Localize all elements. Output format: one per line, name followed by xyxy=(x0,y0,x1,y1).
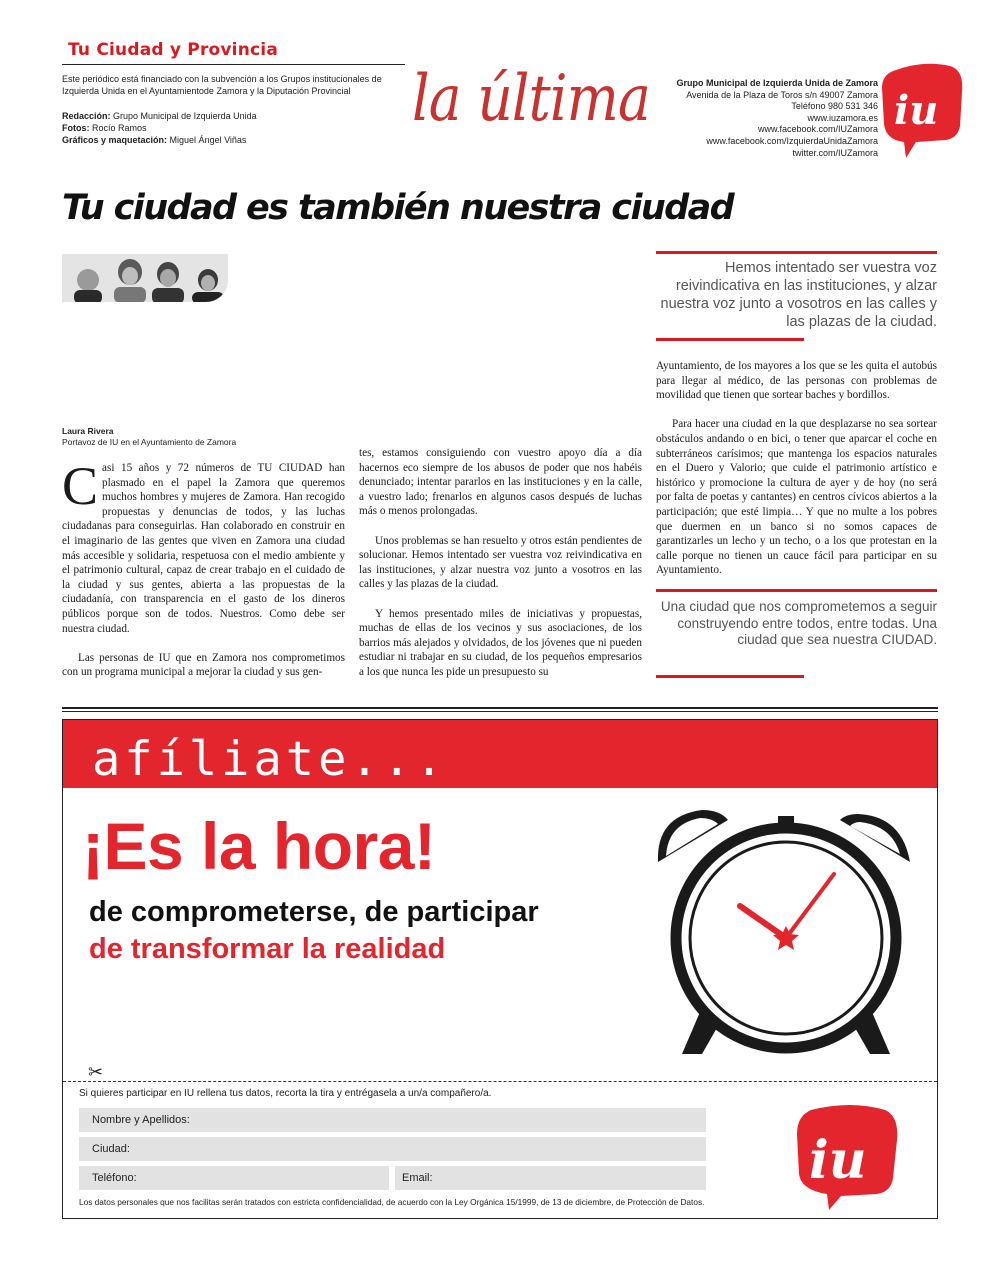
author-role: Portavoz de IU en el Ayuntamiento de Zamora xyxy=(62,437,237,447)
pullquote-rule-top xyxy=(656,251,937,254)
paragraph-text: asi 15 años y 72 números de TU CIUDAD han plasmado en el papel la Zamora que queremos muchos hombres y mujeres de Zamora. Han recogido propuestas y denuncias de todos, y las luchas ciudadanas para conseguirlas. Han colaborado en construir en el imaginario de las gentes que viven en Zamora una ciudad más accesible y solidaria, respetuosa con el medio ambiente y el patrimonio cultural, capaz de crear trabajo en el cuidado de la ciudad y sus gentes, abierta a las propuestas de la ciudadanía, con transparencia en el gasto de los dineros públicos porque son de todos. Nuestros. Como debe ser nuestra ciudad. xyxy=(62,462,345,635)
paragraph: Ayuntamiento, de los mayores a los que se les quita el autobús para llegar al médico, de las personas con problemas de movilidad que tienen que sortear baches y bordillos. xyxy=(656,360,937,402)
paragraph: Las personas de IU que en Zamora nos comprometimos con un programa municipal a mejorar la ciudad y sus gen- xyxy=(62,651,345,679)
pullquote-1: Hemos intentado ser vuestra voz reivindicativa en las instituciones, y alzar nuestra voz junto a vosotros en las calles y las plazas de la ciudad. xyxy=(660,260,937,330)
pullquote2-rule-bottom xyxy=(656,675,804,678)
dropcap: C xyxy=(62,456,99,516)
masthead-rule xyxy=(62,64,405,65)
credit-fotos xyxy=(62,122,407,134)
paragraph: Para hacer una ciudad en la que desplazarse no sea sortear obstáculos andando o en bici, o tener que aparcar el coche en subterráneos carísimos; que mantenga los espacios naturales en el Duero y Valorio; que cuide el patrimonio artístico e histórico y promocione la cultura de ayer y de hoy (no será por falta de poetas y cantantes) en centros cívicos abiertos a la participación; que esté limpia… Y que no multe a los pobres que duermen en un banco si no somos capaces de garantizarles un lecho y un techo, o a los que protestan en la calle porque no tienen un cauce fácil para participar en su Ayuntamiento. xyxy=(656,418,937,577)
article-column-3 xyxy=(656,359,937,578)
paragraph: Y hemos presentado miles de iniciativas y propuestas, muchas de ellas de los vecinos y sus asociaciones, de los barrios más alejados y olvidados, de los jóvenes que ni pueden estudiar ni trabajar en su ciudad, de los pequeños empresarios a los que nunca les pide un presupuesto su xyxy=(359,607,642,678)
article-column-1 xyxy=(62,456,345,680)
author-photo xyxy=(62,254,228,302)
alarm-clock-icon xyxy=(640,798,930,1073)
form-intro: Si quieres participar en IU rellena tus datos, recorta la tira y entrégasela a un/a compañero/a. xyxy=(79,1088,492,1099)
article-headline: Tu ciudad es también nuestra ciudad xyxy=(62,188,734,228)
credit-graficos xyxy=(62,134,407,146)
email-field[interactable]: Email: xyxy=(395,1166,706,1190)
section-divider xyxy=(62,707,938,709)
contact-facebook-link[interactable]: www.facebook.com/IUZamora xyxy=(757,124,878,135)
scissors-icon: ✂ xyxy=(88,1062,104,1082)
paragraph xyxy=(62,456,345,636)
paragraph: tes, estamos consiguiendo con vuestro apoyo día a día hacernos eco siempre de los abusos de poder que nos habéis denunciado; intentar pararlos en las instituciones y en la calle, a vuestro lado; frenarlos en algunos casos después de luchas más o menos prolongadas. xyxy=(359,447,642,518)
contact-facebook2-link[interactable]: www.facebook.com/IzquierdaUnidaZamora xyxy=(706,135,878,146)
credit-value: Grupo Municipal de Izquierda Unida xyxy=(113,111,257,121)
ad-headline: ¡Es la hora! xyxy=(82,809,436,883)
credit-label: Redacción: xyxy=(62,111,111,121)
contact-phone: Teléfono 980 531 346 xyxy=(791,101,878,112)
name-field[interactable]: Nombre y Apellidos: xyxy=(79,1108,706,1132)
ad-band-text: afíliate... xyxy=(92,732,448,787)
ad-line-2: de transformar la realidad xyxy=(89,933,446,965)
contact-address: Avenida de la Plaza de Toros s/n 49007 Zamora xyxy=(686,89,878,100)
iu-logo-ad-icon xyxy=(793,1104,901,1212)
contact-org: Grupo Municipal de Izquierda Unida de Zamora xyxy=(676,78,878,88)
contact-twitter-link[interactable]: twitter.com/IUZamora xyxy=(792,147,878,158)
pullquote-rule-bottom xyxy=(656,338,804,341)
credit-label: Gráficos y maquetación: xyxy=(62,135,168,145)
author-block xyxy=(62,426,236,448)
credits xyxy=(62,110,407,146)
iu-logo-icon xyxy=(880,62,964,160)
section-title: Tu Ciudad y Provincia xyxy=(68,40,278,60)
credit-value: Miguel Ángel Viñas xyxy=(169,135,247,145)
pullquote2-rule-top xyxy=(656,589,937,592)
paragraph: Unos problemas se han resuelto y otros están pendientes de solucionar. Hemos intentado ser vuestra voz reivindicativa en las instituciones, y alzar nuestra voz junto a vosotros en las calles y las plazas de la ciudad. xyxy=(359,534,642,591)
city-field[interactable]: Ciudad: xyxy=(79,1137,706,1161)
phone-field[interactable]: Teléfono: xyxy=(79,1166,389,1190)
credit-label: Fotos: xyxy=(62,123,90,133)
article-column-2 xyxy=(359,446,642,680)
credit-redaccion xyxy=(62,110,407,122)
privacy-disclaimer: Los datos personales que nos facilitas serán tratados con estricta confidencialidad, de acuerdo con la Ley Orgánica 15/1999, de 13 de diciembre, de Protección de Datos. xyxy=(79,1197,705,1207)
contact-web-link[interactable]: www.iuzamora.es xyxy=(807,112,878,123)
ad-line-1: de comprometerse, de participar xyxy=(89,896,539,928)
credit-value: Rocío Ramos xyxy=(92,123,147,133)
logo-text: iu xyxy=(894,87,939,134)
author-name: Laura Rivera xyxy=(62,426,114,436)
logo-text: iu xyxy=(809,1130,867,1191)
section-divider-thin xyxy=(62,711,938,712)
contact-block xyxy=(676,78,878,159)
people-photo-icon xyxy=(62,254,228,302)
funding-note: Este periódico está financiado con la subvención a los Grupos institucionales de Izquierda Unida en el Ayuntamientode Zamora y la Diputación Provincial xyxy=(62,74,382,96)
cut-line xyxy=(63,1081,937,1082)
page-name: la última xyxy=(412,62,650,136)
pullquote-2: Una ciudad que nos comprometemos a seguir construyendo entre todos, entre todas. Una ciudad que sea nuestra CIUDAD. xyxy=(660,599,937,647)
